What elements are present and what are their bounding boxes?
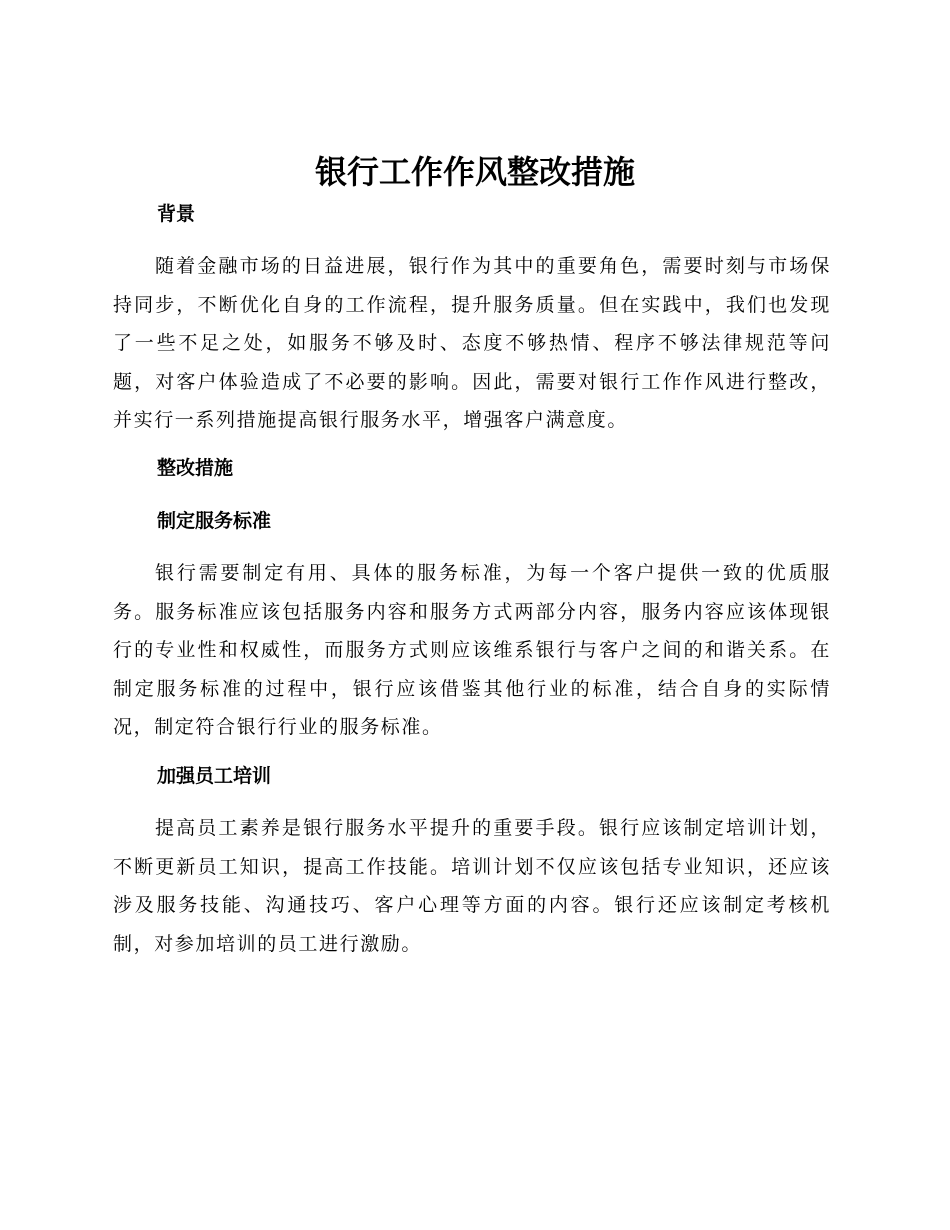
section-heading-service-standards: 制定服务标准 — [157, 510, 272, 532]
section-heading-background: 背景 — [157, 203, 196, 225]
paragraph-service-standards: 银行需要制定有用、具体的服务标准，为每一个客户提供一致的优质服务。服务标准应该包括服务内容和服务方式两部分内容，服务内容应该体现银行的专业性和权威性，而服务方式则应该维系银行与客户之间的和谐关系。在制定服务标准的过程中，银行应该借鉴其他行业的标准，结合自身的实际情况，制定符合银行行业的服务标准。 — [113, 562, 831, 738]
document-title: 银行工作作风整改措施 — [314, 153, 635, 191]
paragraph-staff-training: 提高员工素养是银行服务水平提升的重要手段。银行应该制定培训计划，不断更新员工知识，提高工作技能。培训计划不仅应该包括专业知识，还应该涉及服务技能、沟通技巧、客户心理等方面的内容。银行还应该制定考核机制，对参加培训的员工进行激励。 — [113, 817, 831, 955]
section-heading-measures: 整改措施 — [157, 457, 234, 479]
section-heading-staff-training: 加强员工培训 — [157, 765, 272, 787]
paragraph-background: 随着金融市场的日益进展，银行作为其中的重要角色，需要时刻与市场保持同步，不断优化自身的工作流程，提升服务质量。但在实践中，我们也发现了一些不足之处，如服务不够及时、态度不够热情、程序不够法律规范等问题，对客户体验造成了不必要的影响。因此，需要对银行工作作风进行整改，并实行一系列措施提高银行服务水平，增强客户满意度。 — [113, 255, 831, 431]
